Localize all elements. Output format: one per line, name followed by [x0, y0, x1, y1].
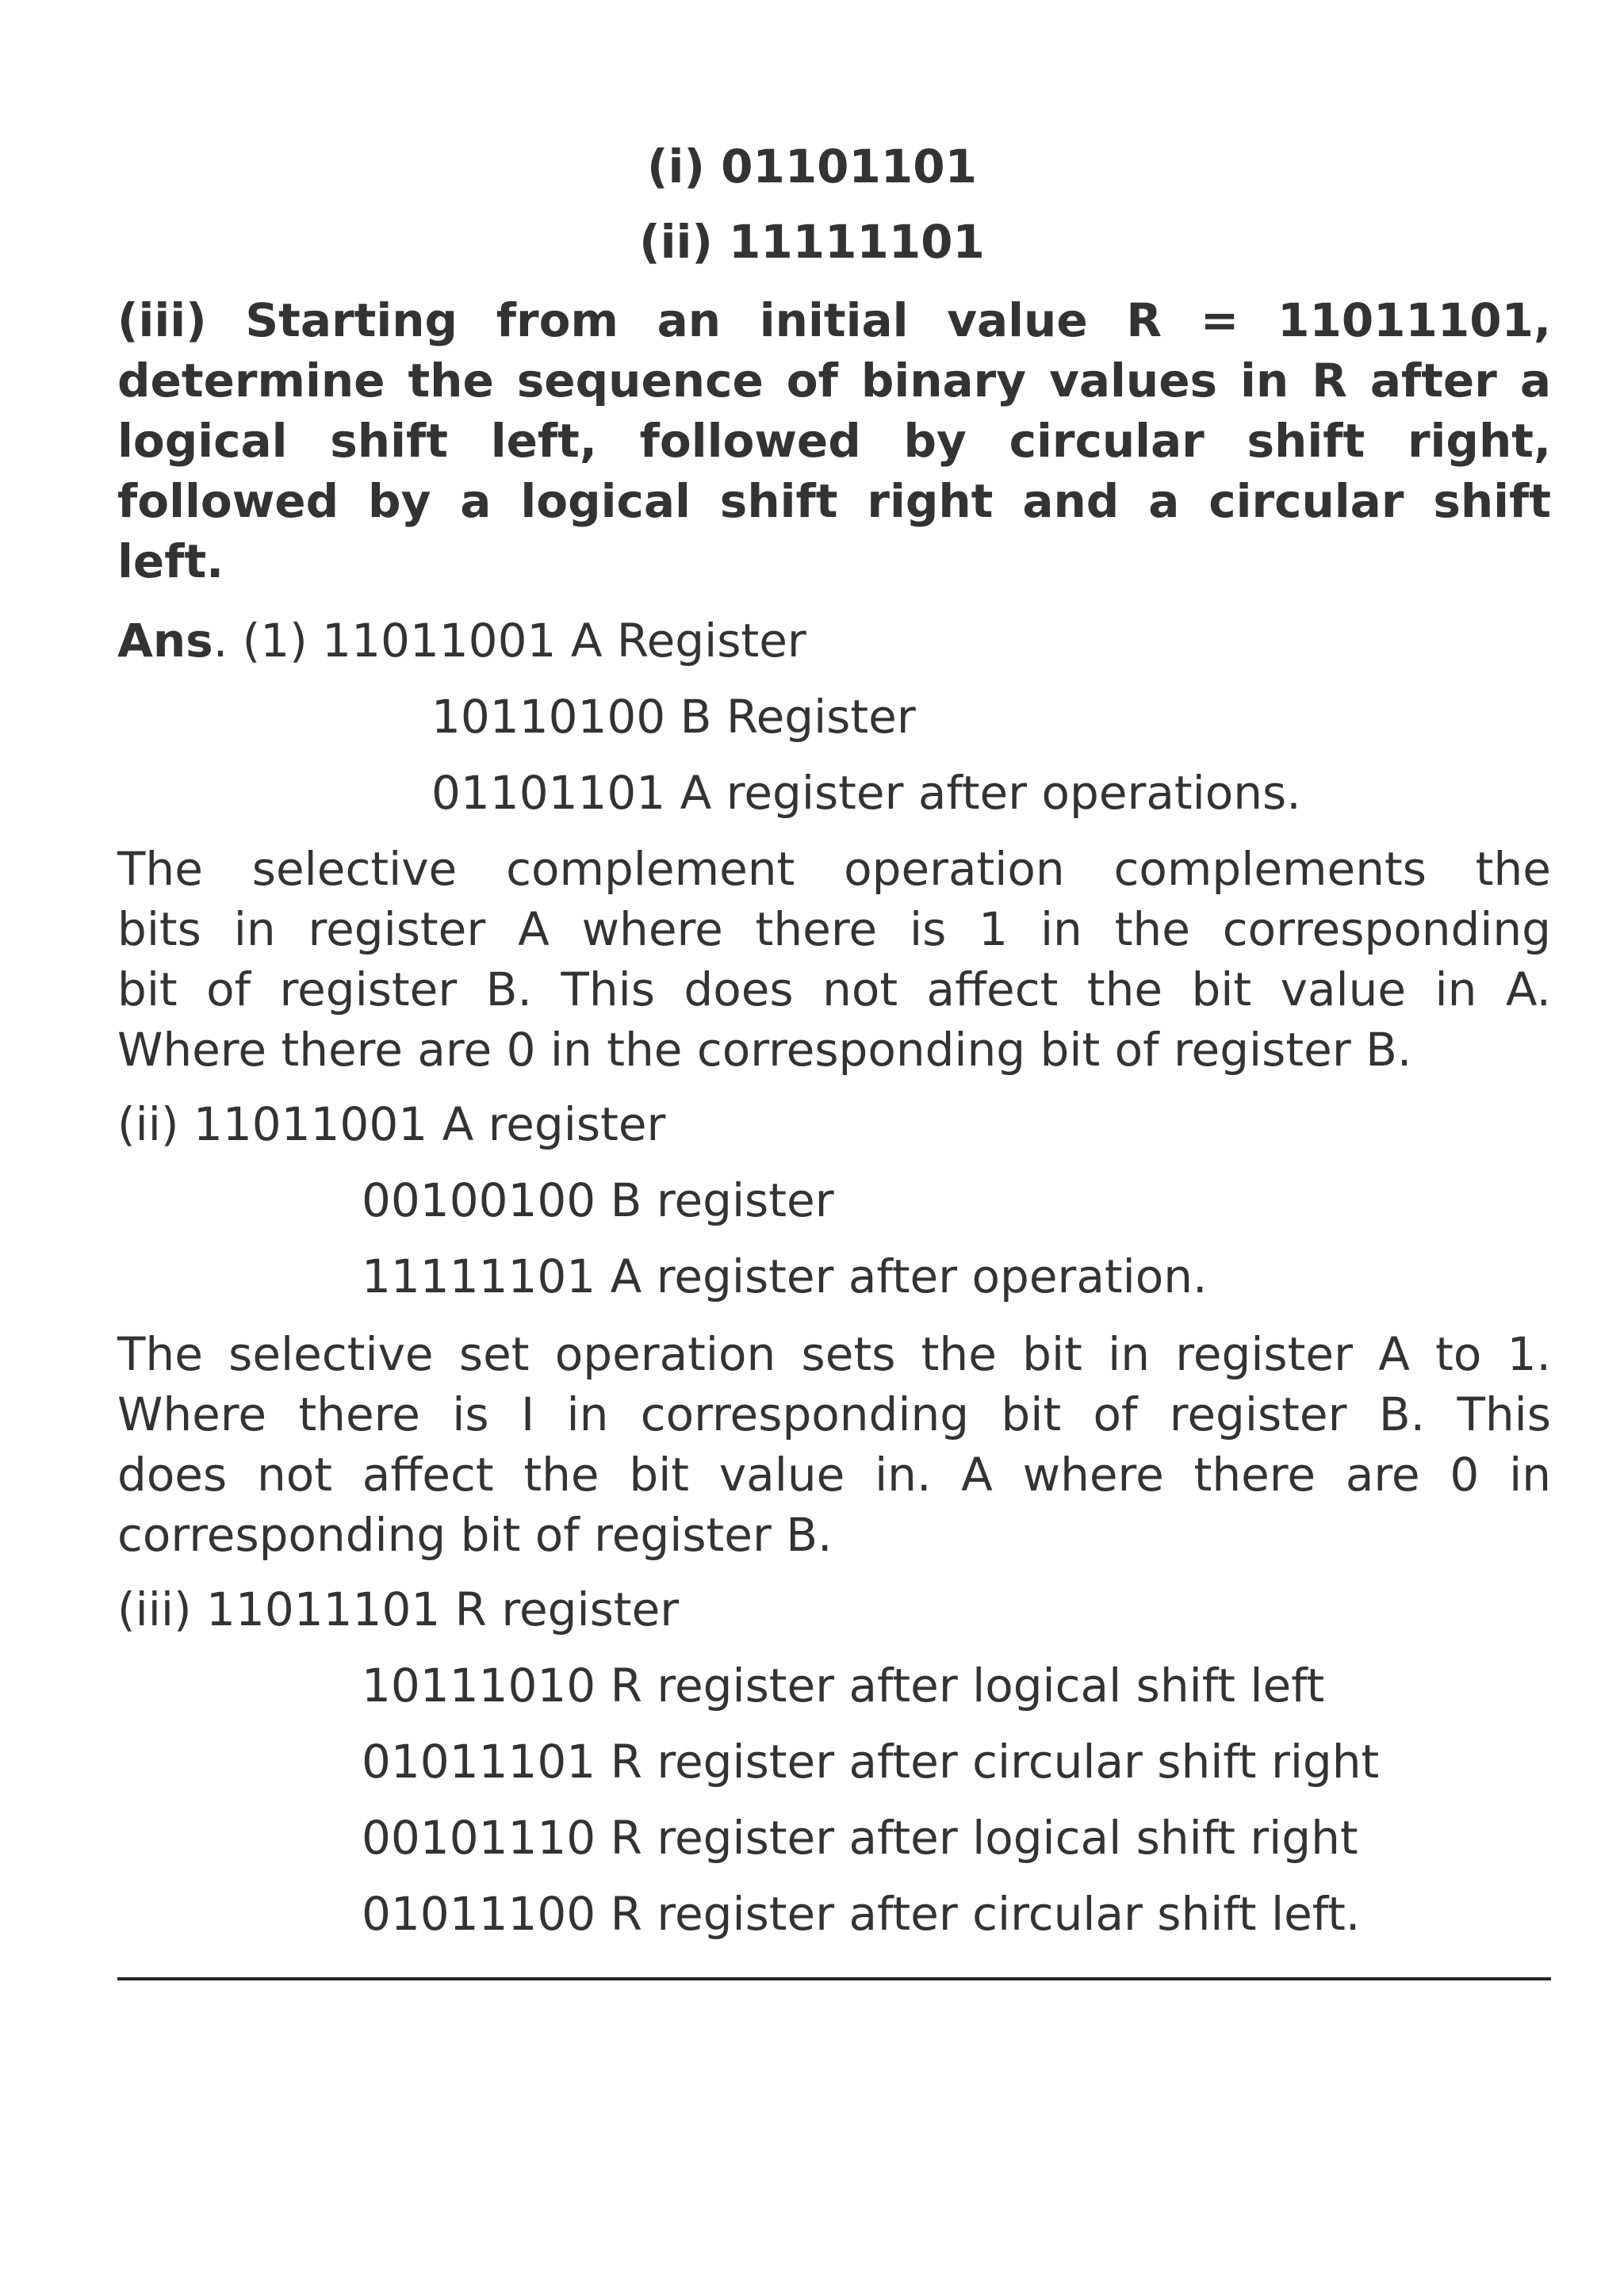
heading-item-ii: (ii) 11111101 [639, 215, 985, 269]
answer-part-1-line-3: 01101101 A register after operations. [431, 766, 1301, 820]
answer-label: Ans [117, 614, 213, 668]
explanation-2-line-2: Where there is I in corresponding bit of register B. This [117, 1387, 1551, 1441]
end-divider [117, 1977, 1551, 1980]
explanation-1-line-4: Where there are 0 in the corresponding bit of register B. [117, 1023, 1412, 1077]
answer-part-2-line-3: 11111101 A register after operation. [362, 1249, 1208, 1303]
answer-part-1-line-1-text: . (1) 11011001 A Register [213, 614, 806, 668]
question-iii: (iii) Starting from an initial value R = 11011101, determine the sequence of binary values in R after a logical shift left, followed by circular shift right, followed by a logical shift right and a circular shift left. [117, 293, 1551, 588]
answer-part-1-line-1 [117, 609, 806, 672]
explanation-2-line-3: does not affect the bit value in. A where there are 0 in [117, 1448, 1551, 1502]
answer-part-3-line-5: 01011100 R register after circular shift left. [362, 1887, 1361, 1941]
answer-part-3-line-2: 10111010 R register after logical shift left [362, 1659, 1325, 1712]
heading-item-i: (i) 01101101 [647, 140, 977, 193]
explanation-2-line-4: corresponding bit of register B. [117, 1508, 833, 1562]
answer-part-3-line-4: 00101110 R register after logical shift right [362, 1811, 1358, 1865]
answer-part-3-line-1: (iii) 11011101 R register [117, 1582, 680, 1636]
explanation-2-line-1: The selective set operation sets the bit in register A to 1. [117, 1327, 1551, 1381]
answer-part-3-line-3: 01011101 R register after circular shift right [362, 1735, 1380, 1789]
answer-part-2-line-2: 00100100 B register [362, 1173, 834, 1227]
explanation-1-line-2: bits in register A where there is 1 in the corresponding [117, 902, 1551, 956]
answer-part-2-line-1: (ii) 11011001 A register [117, 1097, 666, 1151]
answer-part-1-line-2: 10110100 B Register [431, 690, 916, 744]
explanation-1-line-1: The selective complement operation complements the [117, 842, 1551, 896]
explanation-1-line-3: bit of register B. This does not affect the bit value in A. [117, 962, 1551, 1016]
